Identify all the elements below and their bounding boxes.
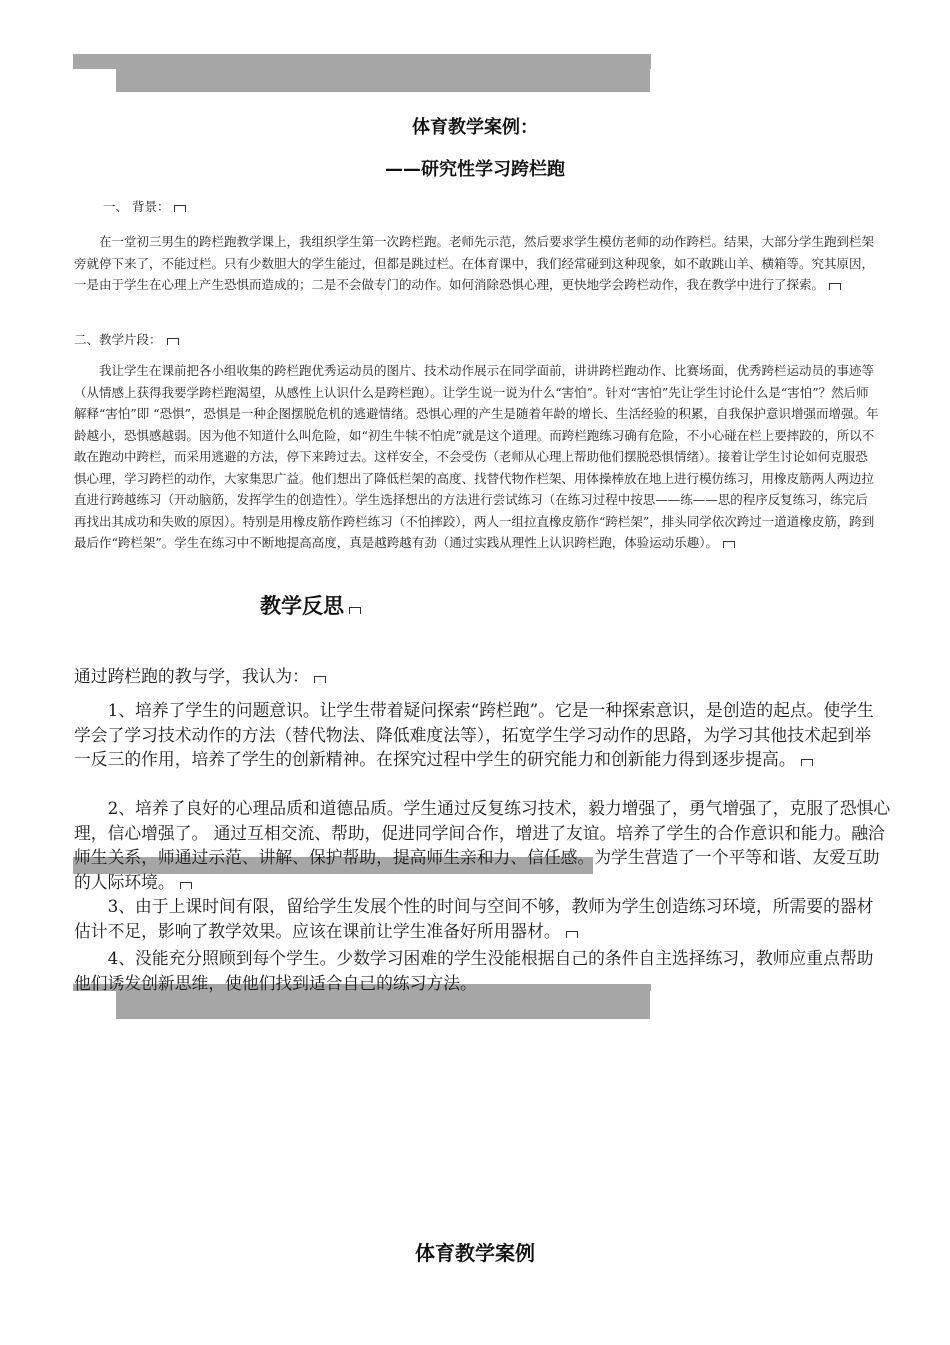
- top-bar-thick: [116, 65, 650, 92]
- section1-paragraph: 在一堂初三男生的跨栏跑教学课上，我组织学生第一次跨栏跑。老师先示范，然后要求学生模仿老师的动作跨栏。结果，大部分学生跑到栏架旁就停下来了，不能过栏。只有少数胆大的学生能过，但都是跳过栏。在体育课中，我们经常碰到这种现象，如不敢跳山羊、横箱等。究其原因，一是由于学生在心理上产生恐惧而造成的；二是不会做专门的动作。如何消除恐惧心理，更快地学会跨栏动作，我在教学中进行了探索。: [74, 234, 875, 292]
- reflection-intro: 通过跨栏跑的教与学，我认为：: [74, 664, 326, 689]
- paragraph-mark-icon: [566, 931, 578, 938]
- paragraph-mark-icon: [180, 882, 192, 889]
- page-subtitle: ——研究性学习跨栏跑: [385, 159, 565, 180]
- reflection-point-4: 4、没能充分照顾到每个学生。少数学习困难的学生没能根据自己的条件自主选择练习，教师应重点帮助他们诱发创新思维，使他们找到适合自己的练习方法。: [74, 948, 874, 993]
- reflection-point-3: 3、由于上课时间有限，留给学生发展个性的时间与空间不够，教师为学生创造练习环境，所需要的器材估计不足，影响了教学效果。应该在课前让学生准备好所用器材。: [74, 896, 874, 941]
- footer-title: 体育教学案例: [415, 1241, 535, 1265]
- paragraph-mark-icon: [167, 338, 179, 345]
- page-title: 体育教学案例：: [412, 117, 538, 138]
- reflection-point-1: 1、培养了学生的问题意识。让学生带着疑问探索“跨栏跑”。它是一种探索意识，是创造的起点。使学生学会了学习技术动作的方法（替代物法、降低难度法等），拓宽学生学习动作的思路，为学习其他技术起到举一反三的作用，培养了学生的创新精神。在探究过程中学生的研究能力和创新能力得到逐步提高。: [74, 700, 874, 769]
- paragraph-mark-icon: [723, 541, 735, 548]
- reflection-point-2: 2、培养了良好的心理品质和道德品质。学生通过反复练习技术，毅力增强了，勇气增强了，克服了恐惧心理，信心增强了。 通过互相交流、帮助，促进同学间合作，增进了友谊。培养了学生的合作意识和能力。融洽师生关系，师通过示范、讲解、保护帮助，提高师生亲和力、信任感。为学生营造了一个平等和谐、友爱互助的人际环境。: [74, 798, 891, 892]
- section2-heading: 二、教学片段：: [74, 329, 179, 351]
- section1-heading: 一、 背景：: [103, 196, 186, 218]
- paragraph-mark-icon: [174, 205, 186, 212]
- paragraph-mark-icon: [829, 283, 841, 290]
- paragraph-mark-icon: [801, 759, 813, 766]
- section2-paragraph: 我让学生在课前把各小组收集的跨栏跑优秀运动员的图片、技术动作展示在同学面前，讲讲跨栏跑动作、比赛场面，优秀跨栏运动员的事迹等（从情感上获得我要学跨栏跑渴望，从感性上认识什么是跨栏跑）。让学生说一说为什么“害怕”。针对“害怕”先让学生讨论什么是“害怕”？然后师解释“害怕”即 “恐惧”，恐惧是一种企图摆脱危机的逃避情绪。恐惧心理的产生是随着年龄的增长、生活经验的积累，自我保护意识增强而增强。年龄越小，恐惧感越弱。因为他不知道什么叫危险，如“初生牛犊不怕虎”就是这个道理。而跨栏跑练习确有危险，不小心碰在栏上要摔跤的，所以不敢在跑动中跨栏，而采用逃避的方法，停下来跨过去。这样安全，不会受伤（老师从心理上帮助他们摆脱恐惧情绪）。接着让学生讨论如何克服恐惧心理，学习跨栏的动作，大家集思广益。他们想出了降低栏架的高度、找替代物作栏架、用体操棒放在地上进行模仿练习，用橡皮筋两人两边拉直进行跨越练习（开动脑筋，发挥学生的创造性）。学生选择想出的方法进行尝试练习（在练习过程中按思——练——思的程序反复练习，练完后再找出其成功和失败的原因）。特别是用橡皮筋作跨栏练习（不怕摔跤），两人一组拉直橡皮筋作“跨栏架”，排头同学依次跨过一道道橡皮筋，跨到最后作“跨栏架”。学生在练习中不断地提高高度，真是越跨越有劲（通过实践从理性上认识跨栏跑，体验运动乐趣）。: [74, 363, 879, 550]
- paragraph-mark-icon: [314, 676, 326, 683]
- paragraph-mark-icon: [349, 607, 361, 614]
- reflection-title: 教学反思: [260, 590, 361, 620]
